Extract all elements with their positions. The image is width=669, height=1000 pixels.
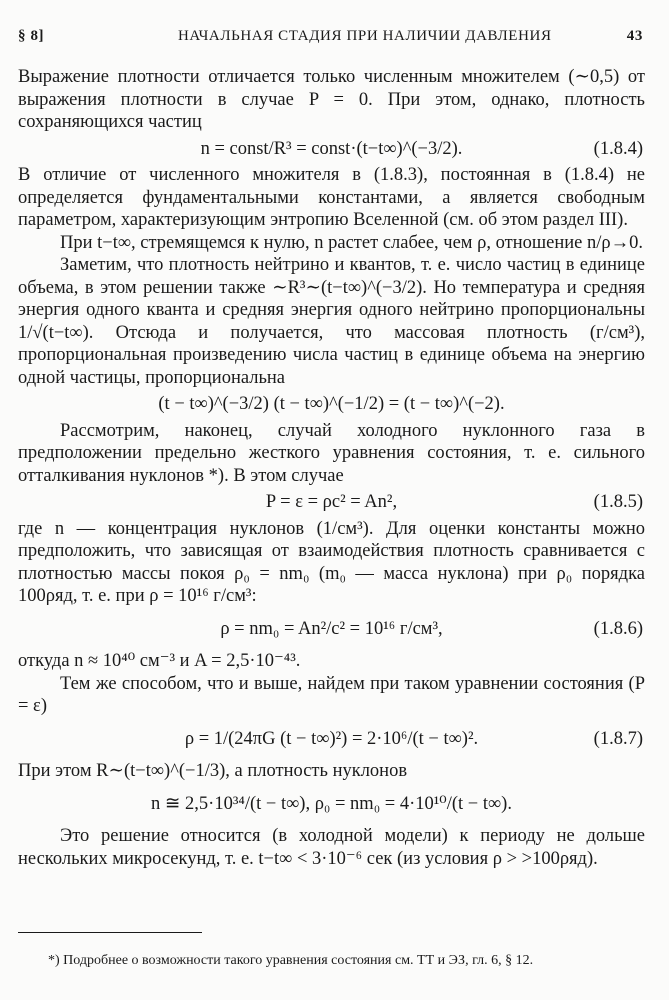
page-number: 43	[626, 28, 643, 44]
paragraph-7: откуда n ≈ 10⁴⁰ см⁻³ и A = 2,5·10⁻⁴³.	[18, 651, 301, 671]
footnote-divider	[18, 932, 202, 933]
equation-text: ρ = 1/(24πG (t − t∞)²) = 2·10⁶/(t − t∞)².	[184, 728, 479, 749]
paragraph-6: где n — концентрация нуклонов (1/см³). Для оценки константы можно предположить, что зависящая от взаимодействия плотность сравнивается с плотностью массы покоя ρ₀ = nm₀ (m₀ — масса нуклона) при ρ₀ порядка 100ρяд, т. е. при ρ = 10¹⁶ г/см³:	[18, 518, 645, 606]
equation-mass-density	[18, 389, 645, 420]
equation-text: ρ = nm₀ = An²/c² = 10¹⁶ г/см³,	[220, 618, 443, 639]
equation-nucleon-density	[18, 783, 645, 826]
equation-text: n ≅ 2,5·10³⁴/(t − t∞), ρ₀ = nm₀ = 4·10¹⁰/(t − t∞).	[151, 793, 512, 814]
equation-label: (1.8.6)	[593, 618, 643, 639]
header-title: НАЧАЛЬНАЯ СТАДИЯ ПРИ НАЛИЧИИ ДАВЛЕНИЯ	[178, 28, 552, 44]
equation-text: (t − t∞)^(−3/2) (t − t∞)^(−1/2) = (t − t∞)^(−2).	[158, 394, 505, 414]
footnote: *) Подробнее о возможности такого уравнения состояния см. ТТ и ЭЗ, гл. 6, § 12.	[48, 953, 534, 968]
paragraph-5: Рассмотрим, наконец, случай холодного нуклонного газа в предположении предельно жесткого уравнения состояния, т. е. сильного отталкивания нуклонов *). В этом случае	[18, 420, 645, 486]
equation-text: n = const/R³ = const·(t−t∞)^(−3/2).	[200, 138, 463, 159]
paragraph-10: Это решение относится (в холодной модели) к периоду не дольше нескольких микросекунд, т. е. t−t∞ < 3·10⁻⁶ сек (из условия ρ > >100ρяд).	[18, 826, 645, 869]
running-header	[18, 28, 643, 52]
paragraph-8: Тем же способом, что и выше, найдем при таком уравнении состояния (P = ε)	[18, 673, 645, 716]
equation-label: (1.8.5)	[593, 492, 643, 512]
equation-1-8-4	[18, 134, 645, 165]
paragraph-3: При t−t∞, стремящемся к нулю, n растет слабее, чем ρ, отношение n/ρ→0.	[60, 232, 643, 253]
section-ref: § 8]	[18, 28, 45, 44]
paragraph-2: В отличие от численного множителя в (1.8.3), постоянная в (1.8.4) не определяется фундаментальными константами, а является свободным параметром, характеризующим энтропию Вселенной (см. об этом раздел III).	[18, 165, 645, 230]
equation-1-8-6	[18, 608, 645, 651]
equation-text: P = ε = ρc² = An²,	[265, 492, 398, 512]
equation-label: (1.8.4)	[593, 138, 643, 159]
page-body	[18, 66, 645, 870]
paragraph-9: При этом R∼(t−t∞)^(−1/3), а плотность нуклонов	[18, 761, 408, 781]
equation-label: (1.8.7)	[593, 728, 643, 749]
equation-1-8-5	[18, 487, 645, 518]
paragraph-1: Выражение плотности отличается только численным множителем (∼0,5) от выражения плотности в случае P = 0. При этом, однако, плотность сохраняющихся частиц	[18, 67, 645, 132]
equation-1-8-7	[18, 718, 645, 761]
paragraph-4: Заметим, что плотность нейтрино и квантов, т. е. число частиц в единице объема, в этом решении также ∼R³∼(t−t∞)^(−3/2). Но температура и средняя энергия одного кванта и средняя энергия одного нейтрино пропорциональны 1/√(t−t∞). Отсюда и получается, что массовая плотность (г/см³), пропорциональная произведению числа частиц в единице объема на энергию одной частицы, пропорциональна	[18, 255, 645, 388]
